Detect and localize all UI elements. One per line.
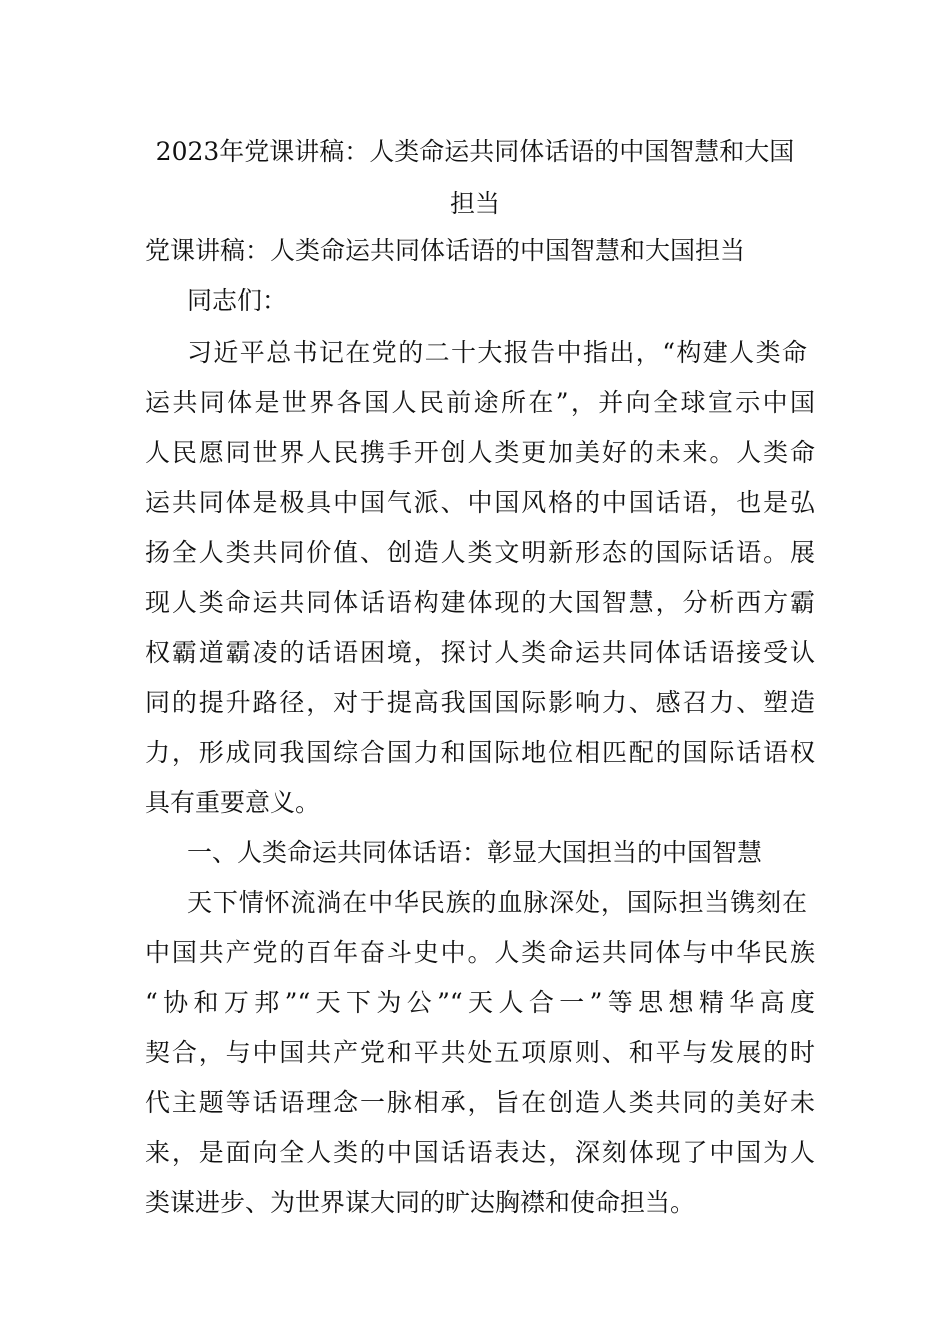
title-line-2: 担当: [449, 189, 500, 218]
paragraph-2-line: 天下情怀流淌在中华民族的血脉深处，国际担当镌刻在: [187, 888, 807, 917]
document-title: [140, 126, 810, 230]
section-1-heading: 一、人类命运共同体话语：彰显大国担当的中国智慧: [187, 838, 763, 867]
paragraph-1-line: 人民愿同世界人民携手开创人类更加美好的未来。人类命: [145, 438, 815, 467]
paragraph-2-line: 来，是面向全人类的中国话语表达，深刻体现了中国为人: [145, 1138, 815, 1167]
paragraph-1-line: 扬全人类共同价值、创造人类文明新形态的国际话语。展: [145, 538, 815, 567]
paragraph-1-line: 力，形成同我国综合国力和国际地位相匹配的国际话语权: [145, 738, 815, 767]
subtitle: 党课讲稿：人类命运共同体话语的中国智慧和大国担当: [145, 236, 746, 265]
paragraph-1-line: 现人类命运共同体话语构建体现的大国智慧，分析西方霸: [145, 588, 815, 617]
paragraph-2-line: 契合，与中国共产党和平共处五项原则、和平与发展的时: [145, 1038, 815, 1067]
paragraph-2-line: “协和万邦”“天下为公”“天人合一”等思想精华高度: [145, 988, 815, 1017]
paragraph-1-line: 权霸道霸凌的话语困境，探讨人类命运共同体话语接受认: [145, 638, 815, 667]
paragraph-1-line: 同的提升路径，对于提高我国国际影响力、感召力、塑造: [145, 688, 815, 717]
title-line-1: 2023年党课讲稿：人类命运共同体话语的中国智慧和大国: [155, 137, 795, 166]
paragraph-1-line: 习近平总书记在党的二十大报告中指出，“构建人类命: [187, 338, 807, 367]
paragraph-2-line: 类谋进步、为世界谋大同的旷达胸襟和使命担当。: [145, 1188, 696, 1217]
paragraph-2-line: 中国共产党的百年奋斗史中。人类命运共同体与中华民族: [145, 938, 815, 967]
paragraph-2-line: 代主题等话语理念一脉相承，旨在创造人类共同的美好未: [145, 1088, 815, 1117]
paragraph-1-line: 运共同体是极具中国气派、中国风格的中国话语，也是弘: [145, 488, 815, 517]
paragraph-1-line: 具有重要意义。: [145, 788, 321, 817]
paragraph-1-line: 运共同体是世界各国人民前途所在”，并向全球宣示中国: [145, 388, 815, 417]
salutation: 同志们：: [187, 286, 288, 315]
